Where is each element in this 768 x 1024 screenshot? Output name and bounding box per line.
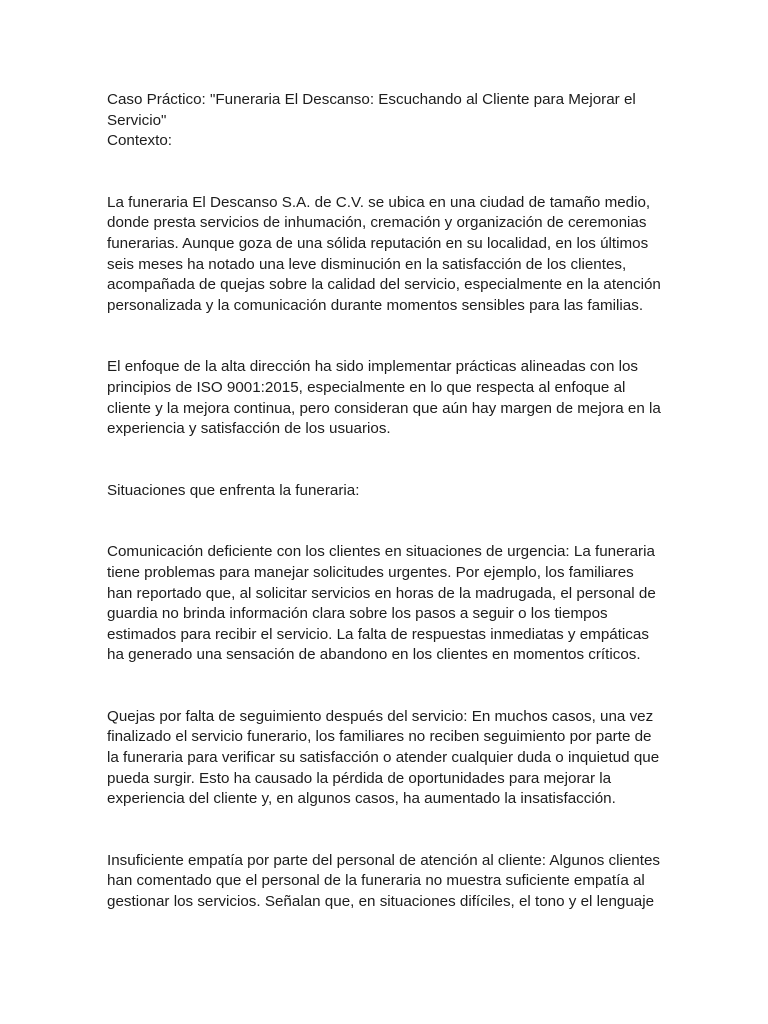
context-heading: Contexto: — [107, 132, 173, 150]
document-title: Caso Práctico: "Funeraria El Descanso: Escuchando al Cliente para Mejorar el Servicio" — [107, 91, 636, 129]
situations-heading: Situaciones que enfrenta la funeraria: — [107, 481, 360, 499]
situation-paragraph-1: Comunicación deficiente con los clientes en situaciones de urgencia: La funeraria tiene problemas para manejar solicitudes urgentes. Por ejemplo, los familiares han reportado que, al solicitar servicios en horas de la madrugada, el personal de guardia no brinda información clara sobre los pasos a seguir o los tiempos estimados para recibir el servicio. La falta de respuestas inmediatas y empáticas ha generado una sensación de abandono en los clientes en momentos críticos. — [107, 543, 656, 664]
context-paragraph-1: La funeraria El Descanso S.A. de C.V. se ubica en una ciudad de tamaño medio, donde presta servicios de inhumación, cremación y organización de ceremonias funerarias. Aunque goza de una sólida reputación en su localidad, en los últimos seis meses ha notado una leve disminución en la satisfacción de los clientes, acompañada de quejas sobre la calidad del servicio, especialmente en la atención personalizada y la comunicación durante momentos sensibles para las familias. — [107, 193, 661, 314]
situation-paragraph-2: Quejas por falta de seguimiento después del servicio: En muchos casos, una vez finalizado el servicio funerario, los familiares no reciben seguimiento por parte de la funeraria para verificar su satisfacción o atender cualquier duda o inquietud que pueda surgir. Esto ha causado la pérdida de oportunidades para mejorar la experiencia del cliente y, en algunos casos, ha aumentado la insatisfacción. — [107, 707, 660, 808]
context-paragraph-2: El enfoque de la alta dirección ha sido implementar prácticas alineadas con los principios de ISO 9001:2015, especialmente en lo que respecta al enfoque al cliente y la mejora continua, pero consideran que aún hay margen de mejora en la experiencia y satisfacción de los usuarios. — [107, 358, 661, 438]
document-body — [107, 90, 663, 913]
situation-paragraph-3: Insuficiente empatía por parte del personal de atención al cliente: Algunos clientes han comentado que el personal de la funeraria no muestra suficiente empatía al gestionar los servicios. Señalan que, en situaciones difíciles, el tono y el lenguaje — [107, 851, 661, 911]
